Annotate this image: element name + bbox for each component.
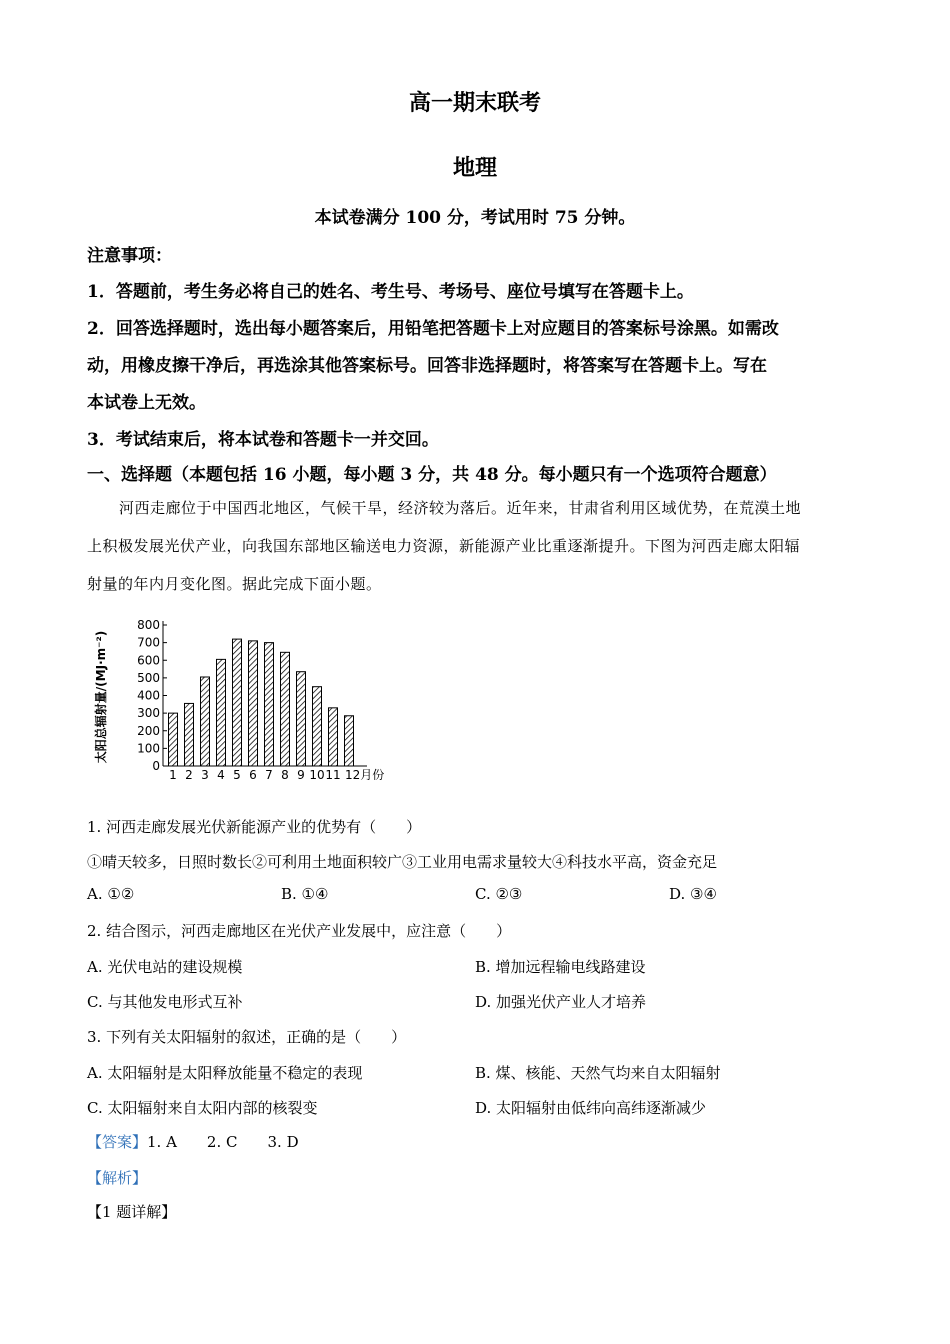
- q1-option-c[interactable]: C. ②③: [475, 885, 523, 903]
- y-tick-label: 300: [137, 706, 160, 721]
- answer-label: 【答案】: [87, 1133, 148, 1151]
- y-tick-label: 800: [137, 618, 160, 632]
- x-tick-label: 9: [297, 768, 305, 782]
- q2-stem: 2. 结合图示，河西走廊地区在光伏产业发展中，应注意（ ）: [87, 922, 512, 940]
- exam-title: 高一期末联考: [408, 90, 541, 116]
- x-tick-label: 6: [249, 768, 257, 782]
- passage-line-1: 河西走廊位于中国西北地区，气候干旱，经济较为落后。近年来，甘肃省利用区域优势，在荒漠土地: [119, 499, 802, 517]
- q3-option-b[interactable]: B. 煤、核能、天然气均来自太阳辐射: [475, 1064, 721, 1082]
- y-axis-label: 太阳总辐射量/(MJ·m⁻²): [94, 630, 108, 764]
- x-tick-label: 12月份: [345, 768, 385, 782]
- q2-option-a[interactable]: A. 光伏电站的建设规模: [87, 958, 243, 976]
- q1-option-d[interactable]: D. ③④: [669, 885, 717, 903]
- q3-option-a[interactable]: A. 太阳辐射是太阳释放能量不稳定的表现: [87, 1064, 363, 1082]
- q3-option-d[interactable]: D. 太阳辐射由低纬向高纬逐渐减少: [475, 1099, 707, 1117]
- y-tick-label: 0: [152, 759, 160, 773]
- q1-statements: ①晴天较多，日照时数长②可利用土地面积较广③工业用电需求量较大④科技水平高，资金充足: [87, 853, 718, 871]
- notice-item-1: 1．答题前，考生务必将自己的姓名、考生号、考场号、座位号填写在答题卡上。: [87, 282, 694, 302]
- y-tick-label: 400: [137, 688, 160, 703]
- bar-month-10: [313, 687, 322, 766]
- bar-month-5: [233, 639, 242, 766]
- subject-title: 地理: [452, 155, 497, 181]
- x-tick-label: 4: [217, 768, 225, 782]
- notice-item-2-line-3: 本试卷上无效。: [87, 393, 206, 413]
- score-info: 本试卷满分 100 分，考试用时 75 分钟。: [314, 208, 636, 228]
- detail-label: 【1 题详解】: [87, 1203, 177, 1221]
- x-tick-label: 2: [185, 768, 193, 782]
- x-tick-label: 10: [309, 768, 325, 782]
- analysis-label: 【解析】: [87, 1169, 148, 1187]
- y-tick-label: 600: [137, 653, 160, 668]
- x-tick-label: 1: [169, 768, 177, 782]
- section-heading: 一、选择题（本题包括 16 小题，每小题 3 分，共 48 分。每小题只有一个选项符合题意）: [87, 465, 777, 485]
- q2-option-d[interactable]: D. 加强光伏产业人才培养: [475, 993, 647, 1011]
- x-tick-label: 8: [281, 768, 289, 782]
- x-tick-label: 11: [325, 768, 341, 782]
- answer-values: 1. A 2. C 3. D: [147, 1133, 299, 1151]
- bar-month-9: [297, 672, 306, 766]
- q1-stem: 1. 河西走廊发展光伏新能源产业的优势有（ ）: [87, 818, 422, 836]
- notice-item-2-line-1: 2．回答选择题时，选出每小题答案后，用铅笔把答题卡上对应题目的答案标号涂黑。如需改: [87, 319, 779, 339]
- bar-month-7: [265, 643, 274, 766]
- x-tick-label: 3: [201, 768, 209, 782]
- notice-heading: 注意事项：: [87, 246, 172, 266]
- bar-month-11: [329, 708, 338, 766]
- notice-item-3: 3．考试结束后，将本试卷和答题卡一并交回。: [87, 430, 439, 450]
- q2-option-c[interactable]: C. 与其他发电形式互补: [87, 993, 243, 1011]
- radiation-bar-chart: [90, 610, 420, 785]
- bar-month-8: [281, 652, 290, 766]
- q3-option-c[interactable]: C. 太阳辐射来自太阳内部的核裂变: [87, 1099, 318, 1117]
- x-tick-label: 7: [265, 768, 273, 782]
- x-tick-label: 5: [233, 768, 241, 782]
- passage-line-3: 射量的年内月变化图。据此完成下面小题。: [87, 575, 382, 593]
- passage-line-2: 上积极发展光伏产业，向我国东部地区输送电力资源，新能源产业比重逐渐提升。下图为河西走廊太阳辐: [87, 537, 801, 555]
- bar-month-3: [201, 677, 210, 766]
- bar-month-4: [217, 659, 226, 766]
- y-tick-label: 700: [137, 635, 160, 650]
- q3-stem: 3. 下列有关太阳辐射的叙述，正确的是（ ）: [87, 1028, 407, 1046]
- answer-line: [87, 1131, 299, 1152]
- y-tick-label: 100: [137, 741, 160, 756]
- y-tick-label: 200: [137, 723, 160, 738]
- y-tick-label: 500: [137, 670, 160, 685]
- q1-option-b[interactable]: B. ①④: [281, 885, 329, 903]
- bar-month-2: [185, 703, 194, 766]
- bar-month-12: [345, 716, 354, 766]
- q2-option-b[interactable]: B. 增加远程输电线路建设: [475, 958, 646, 976]
- bar-month-6: [249, 641, 258, 766]
- q1-option-a[interactable]: A. ①②: [87, 885, 135, 903]
- bar-month-1: [169, 713, 178, 766]
- notice-item-2-line-2: 动，用橡皮擦干净后，再选涂其他答案标号。回答非选择题时，将答案写在答题卡上。写在: [87, 356, 767, 376]
